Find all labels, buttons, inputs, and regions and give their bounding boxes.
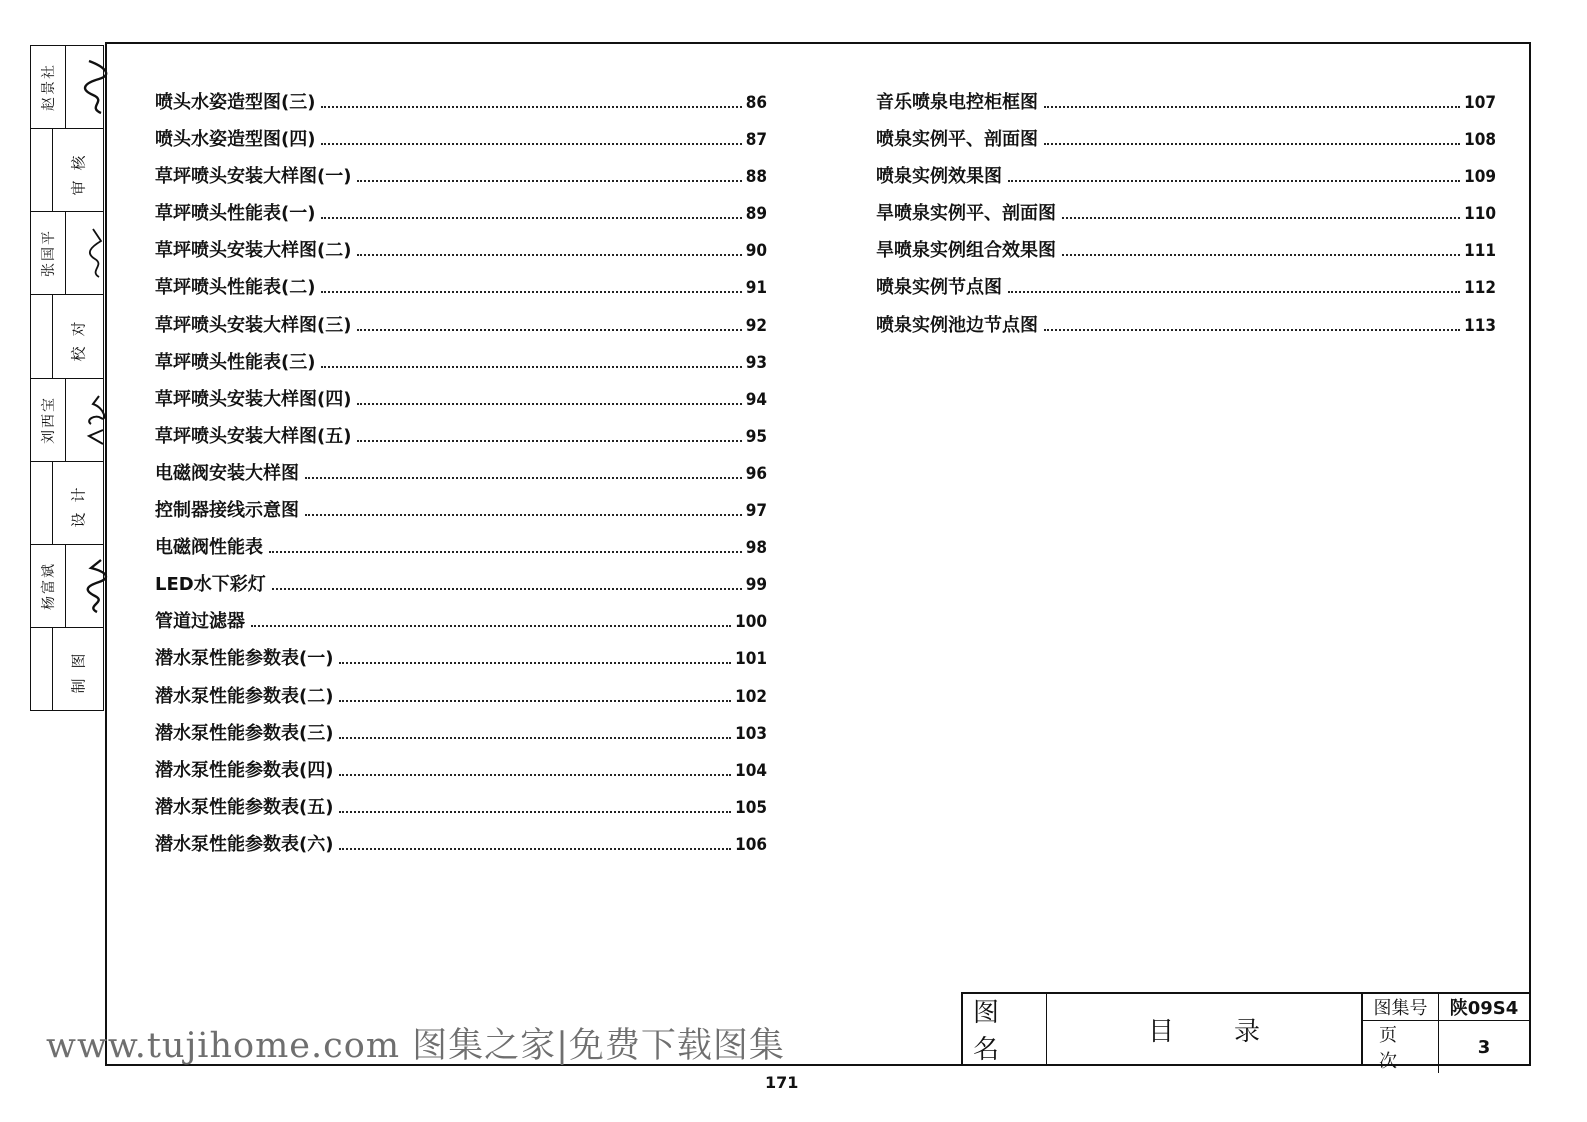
approval-row-draft-role <box>31 628 103 710</box>
approval-row-check <box>31 212 103 295</box>
atlas-number-value: 陕09S4 <box>1439 994 1529 1021</box>
toc-entry[interactable]: 喷头水姿造型图(四) 87 <box>155 129 767 151</box>
toc-entry[interactable]: 喷泉实例平、剖面图 108 <box>876 129 1496 151</box>
signature <box>66 379 126 461</box>
approver-name: 杨富斌 <box>41 561 57 610</box>
page-label: 页次 <box>1363 1021 1439 1073</box>
approval-row-review-role <box>31 129 103 212</box>
atlas-number-label: 图集号 <box>1363 994 1439 1021</box>
toc-entry[interactable]: 电磁阀性能表 98 <box>155 537 767 559</box>
page-value: 3 <box>1477 1036 1491 1058</box>
signature-mark <box>81 556 111 616</box>
toc-entry[interactable]: 电磁阀安装大样图 96 <box>155 462 767 484</box>
toc-entry[interactable]: 草坪喷头安装大样图(五) 95 <box>155 425 767 447</box>
toc-entry[interactable]: 潜水泵性能参数表(二) 102 <box>155 685 767 707</box>
toc-entry[interactable]: 草坪喷头性能表(三) 93 <box>155 351 767 373</box>
atlas-info <box>1363 994 1529 1072</box>
signature-mark <box>81 390 111 450</box>
toc-right-column <box>876 88 1496 348</box>
approver-name: 张国平 <box>41 229 57 278</box>
toc-entry[interactable]: 喷泉实例节点图 112 <box>876 277 1496 299</box>
watermark: www.tujihome.com 图集之家|免费下载图集 <box>46 1026 785 1066</box>
toc-entry[interactable]: 潜水泵性能参数表(一) 101 <box>155 648 767 670</box>
toc-entry[interactable]: 旱喷泉实例组合效果图 111 <box>876 240 1496 262</box>
toc-entry[interactable]: 喷泉实例效果图 109 <box>876 166 1496 188</box>
toc-entry[interactable]: 潜水泵性能参数表(三) 103 <box>155 722 767 744</box>
signature-mark <box>81 57 111 117</box>
role-label: 校对 <box>69 311 88 362</box>
toc-entry[interactable]: 草坪喷头安装大样图(三) 92 <box>155 314 767 336</box>
signature <box>66 545 126 627</box>
role-label: 审核 <box>69 145 88 196</box>
toc-entry[interactable]: 控制器接线示意图 97 <box>155 500 767 522</box>
drawing-title: 目录 <box>1047 994 1363 1064</box>
toc-left-column <box>155 88 767 867</box>
signature-mark <box>81 223 111 283</box>
toc-entry[interactable]: 草坪喷头性能表(二) 91 <box>155 277 767 299</box>
signature <box>66 46 126 128</box>
signature <box>66 212 126 294</box>
toc-entry[interactable]: 喷头水姿造型图(三) 86 <box>155 92 767 113</box>
toc-entry[interactable]: 草坪喷头性能表(一) 89 <box>155 203 767 225</box>
approval-row-design-role <box>31 462 103 545</box>
toc-entry[interactable]: 音乐喷泉电控柜框图 107 <box>876 92 1496 113</box>
toc-entry[interactable]: LED水下彩灯 99 <box>155 574 767 596</box>
toc-entry[interactable]: 潜水泵性能参数表(四) 104 <box>155 759 767 781</box>
approver-name: 赵景社 <box>41 63 57 112</box>
toc-entry[interactable]: 喷泉实例池边节点图 113 <box>876 314 1496 336</box>
toc-entry[interactable]: 管道过滤器 100 <box>155 611 767 633</box>
toc-entry[interactable]: 草坪喷头安装大样图(四) 94 <box>155 388 767 410</box>
toc-entry[interactable]: 草坪喷头安装大样图(二) 90 <box>155 240 767 262</box>
toc-entry[interactable]: 草坪喷头安装大样图(一) 88 <box>155 166 767 188</box>
toc-entry[interactable]: 旱喷泉实例平、剖面图 110 <box>876 203 1496 225</box>
approval-row-review <box>31 46 103 129</box>
approval-strip <box>30 45 104 711</box>
role-label: 设计 <box>69 477 88 528</box>
approver-name: 刘西宝 <box>41 395 57 444</box>
toc-entry[interactable]: 潜水泵性能参数表(六) 106 <box>155 833 767 855</box>
toc-entry[interactable]: 潜水泵性能参数表(五) 105 <box>155 796 767 818</box>
drawing-name-label: 图名 <box>963 994 1047 1064</box>
role-label: 制图 <box>69 643 88 694</box>
title-block <box>961 992 1531 1072</box>
approval-row-draft <box>31 545 103 628</box>
approval-row-design <box>31 379 103 462</box>
approval-row-check-role <box>31 295 103 378</box>
page-number: 171 <box>765 1073 799 1092</box>
